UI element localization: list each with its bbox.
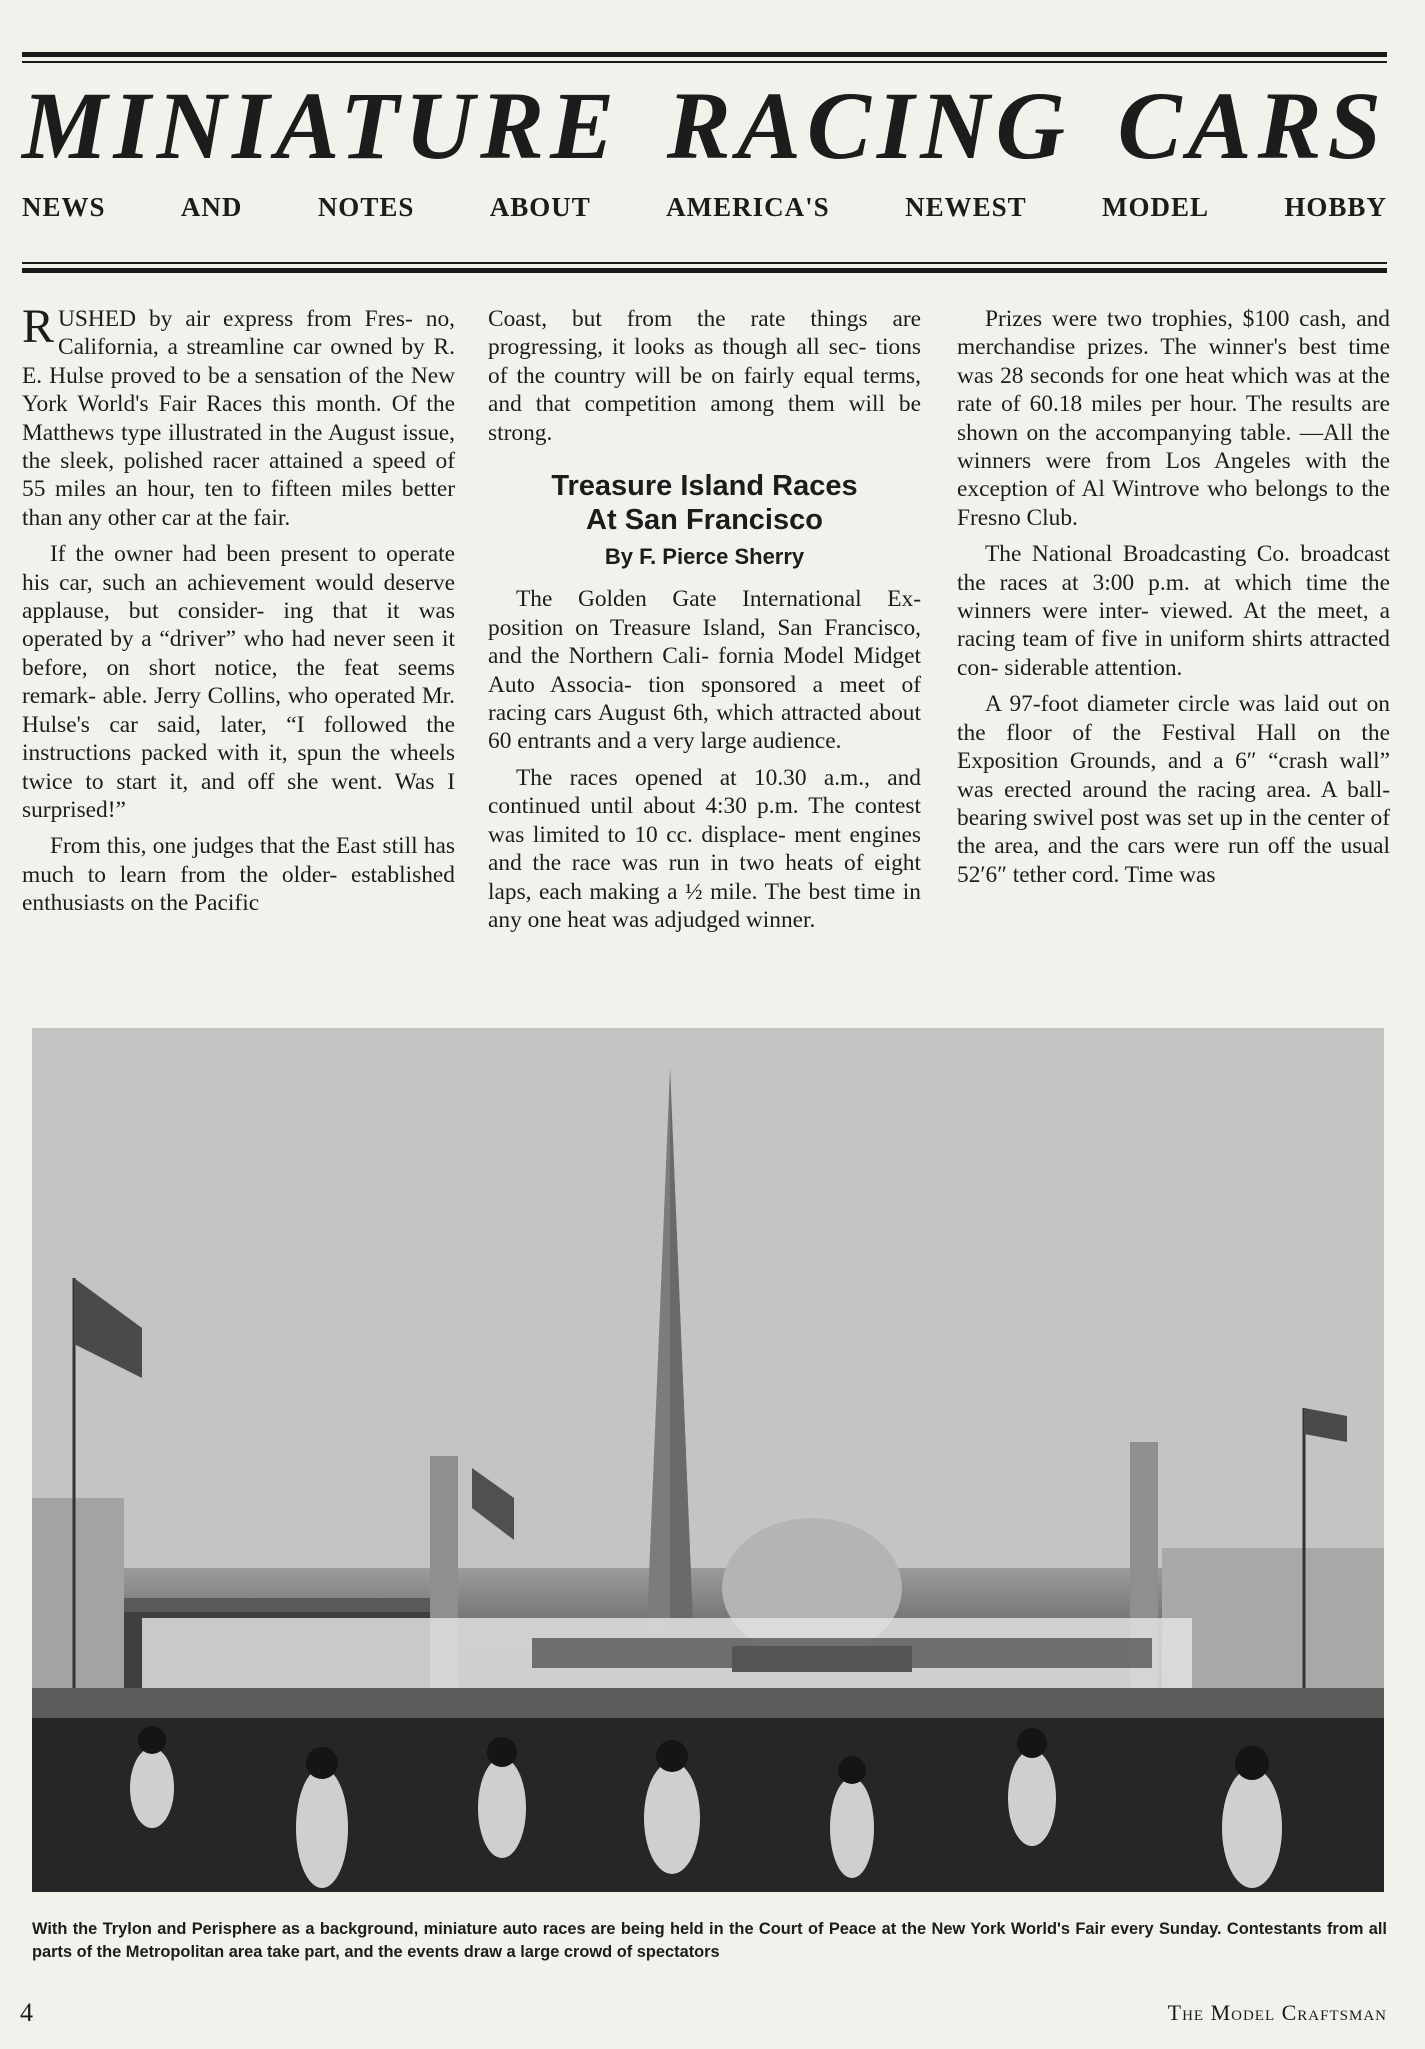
section-heading-line-1: Treasure Island Races — [551, 470, 858, 503]
paragraph: The races opened at 10.30 a.m., and continued until about 4:30 p.m. The contest was limited to 10 cc. displace- ment engines and the race was run in two heats of eight laps, each making a ½ mile. The best time in any one heat was adjudged winner. — [488, 764, 921, 933]
article-title — [22, 72, 1387, 179]
byline: By F. Pierce Sherry — [604, 544, 805, 570]
article-subtitle — [22, 192, 1387, 223]
crowd — [32, 1718, 1384, 1892]
photo-caption: With the Trylon and Perisphere as a background, miniature auto races are being held in the Court of Peace at the New York World's Fair every Sunday. Contestants from all parts of the Metropolitan area take part, and the events draw a large crowd of spectators — [32, 1920, 1387, 1961]
bus — [732, 1646, 912, 1672]
drop-cap: R — [22, 300, 55, 353]
paragraph: Coast, but from the rate things are progressing, it looks as though all sec- tions of the country will be on fairly equal terms, and that competition among them will be strong. — [488, 306, 921, 446]
page-number: 4 — [20, 1998, 33, 2027]
magazine-name: The Model Craftsman — [1167, 2000, 1387, 2025]
subtitle-word-7: MODEL — [1102, 192, 1210, 222]
section-heading — [488, 469, 921, 537]
paragraph: Prizes were two trophies, $100 cash, and merchandise prizes. The winner's best time was 28 seconds for one heat which was at the rate of 60.18 miles per hour. The results are shown on the accompanying table. —All the winners were from Los Angeles with the exception of Al Wintrove who belongs to the Fresno Club. — [957, 306, 1390, 531]
fair-crowd-photo — [32, 1028, 1384, 1892]
subtitle-word-2: AND — [180, 192, 243, 222]
title-word-2: RACING — [666, 72, 1071, 179]
column-2 — [488, 305, 921, 942]
top-rule-thick — [22, 52, 1387, 57]
subtitle-word-5: AMERICA'S — [666, 192, 830, 222]
column-3 — [957, 305, 1390, 897]
paragraph: From this, one judges that the East still has much to learn from the older- established enthusiasts on the Pacific — [22, 833, 455, 917]
subtitle-word-1: NEWS — [22, 192, 106, 222]
paragraph: The Golden Gate International Ex- position on Treasure Island, San Francisco, and the Northern Cali- fornia Model Midget Auto Associa- tion sponsored a meet of racing cars August 6th, which attracted about 60 entrants and a very large audience. — [488, 586, 921, 755]
header-rule-thick — [22, 268, 1387, 273]
subtitle-word-6: NEWEST — [905, 192, 1027, 222]
top-rule-thin — [22, 61, 1387, 63]
subtitle-word-4: ABOUT — [489, 192, 591, 222]
column-1 — [22, 300, 455, 926]
paragraph: The National Broadcasting Co. broadcast the races at 3:00 p.m. at which time the winners were inter- viewed. At the meet, a racing team of five in uniform shirts attracted con- siderable attention. — [957, 541, 1390, 681]
title-word-3: CARS — [1117, 72, 1387, 179]
header-rule-thin — [22, 262, 1387, 264]
section-heading-line-2: At San Francisco — [586, 504, 823, 537]
left-building — [32, 1498, 124, 1718]
paragraph: A 97-foot diameter circle was laid out on the floor of the Festival Hall on the Exposition Grounds, and a 6″ “crash wall” was erected around the racing area. A ball-bearing swivel post was set up in the center of the area, and the cars were run off the usual 52′6″ tether cord. Time was — [957, 691, 1390, 888]
photo-illustration — [32, 1028, 1384, 1892]
paragraph-text: USHED by air express from Fres- no, California, a streamline car owned by R. E. Hulse proved to be a sensation of the New York World's Fair Races this month. Of the Matthews type illustrated in the August issue, the sleek, polished racer attained a speed of 55 miles an hour, ten to fifteen miles better than any other car at the fair. — [22, 306, 455, 531]
paragraph: If the owner had been present to operate his car, such an achievement would deserve applause, but consider- ing that it was operated by a “driver” who had never seen it before, on short notice, the feat seems remark- able. Jerry Collins, who operated Mr. Hulse's car said, later, “I followed the instructions packed with it, spun the wheels twice to start it, and off she went. Was I surprised!” — [22, 541, 455, 823]
subtitle-word-8: HOBBY — [1284, 192, 1387, 222]
subtitle-word-3: NOTES — [317, 192, 415, 222]
sky — [32, 1028, 1384, 1568]
title-word-1: MINIATURE — [22, 72, 621, 179]
paragraph — [22, 300, 455, 532]
